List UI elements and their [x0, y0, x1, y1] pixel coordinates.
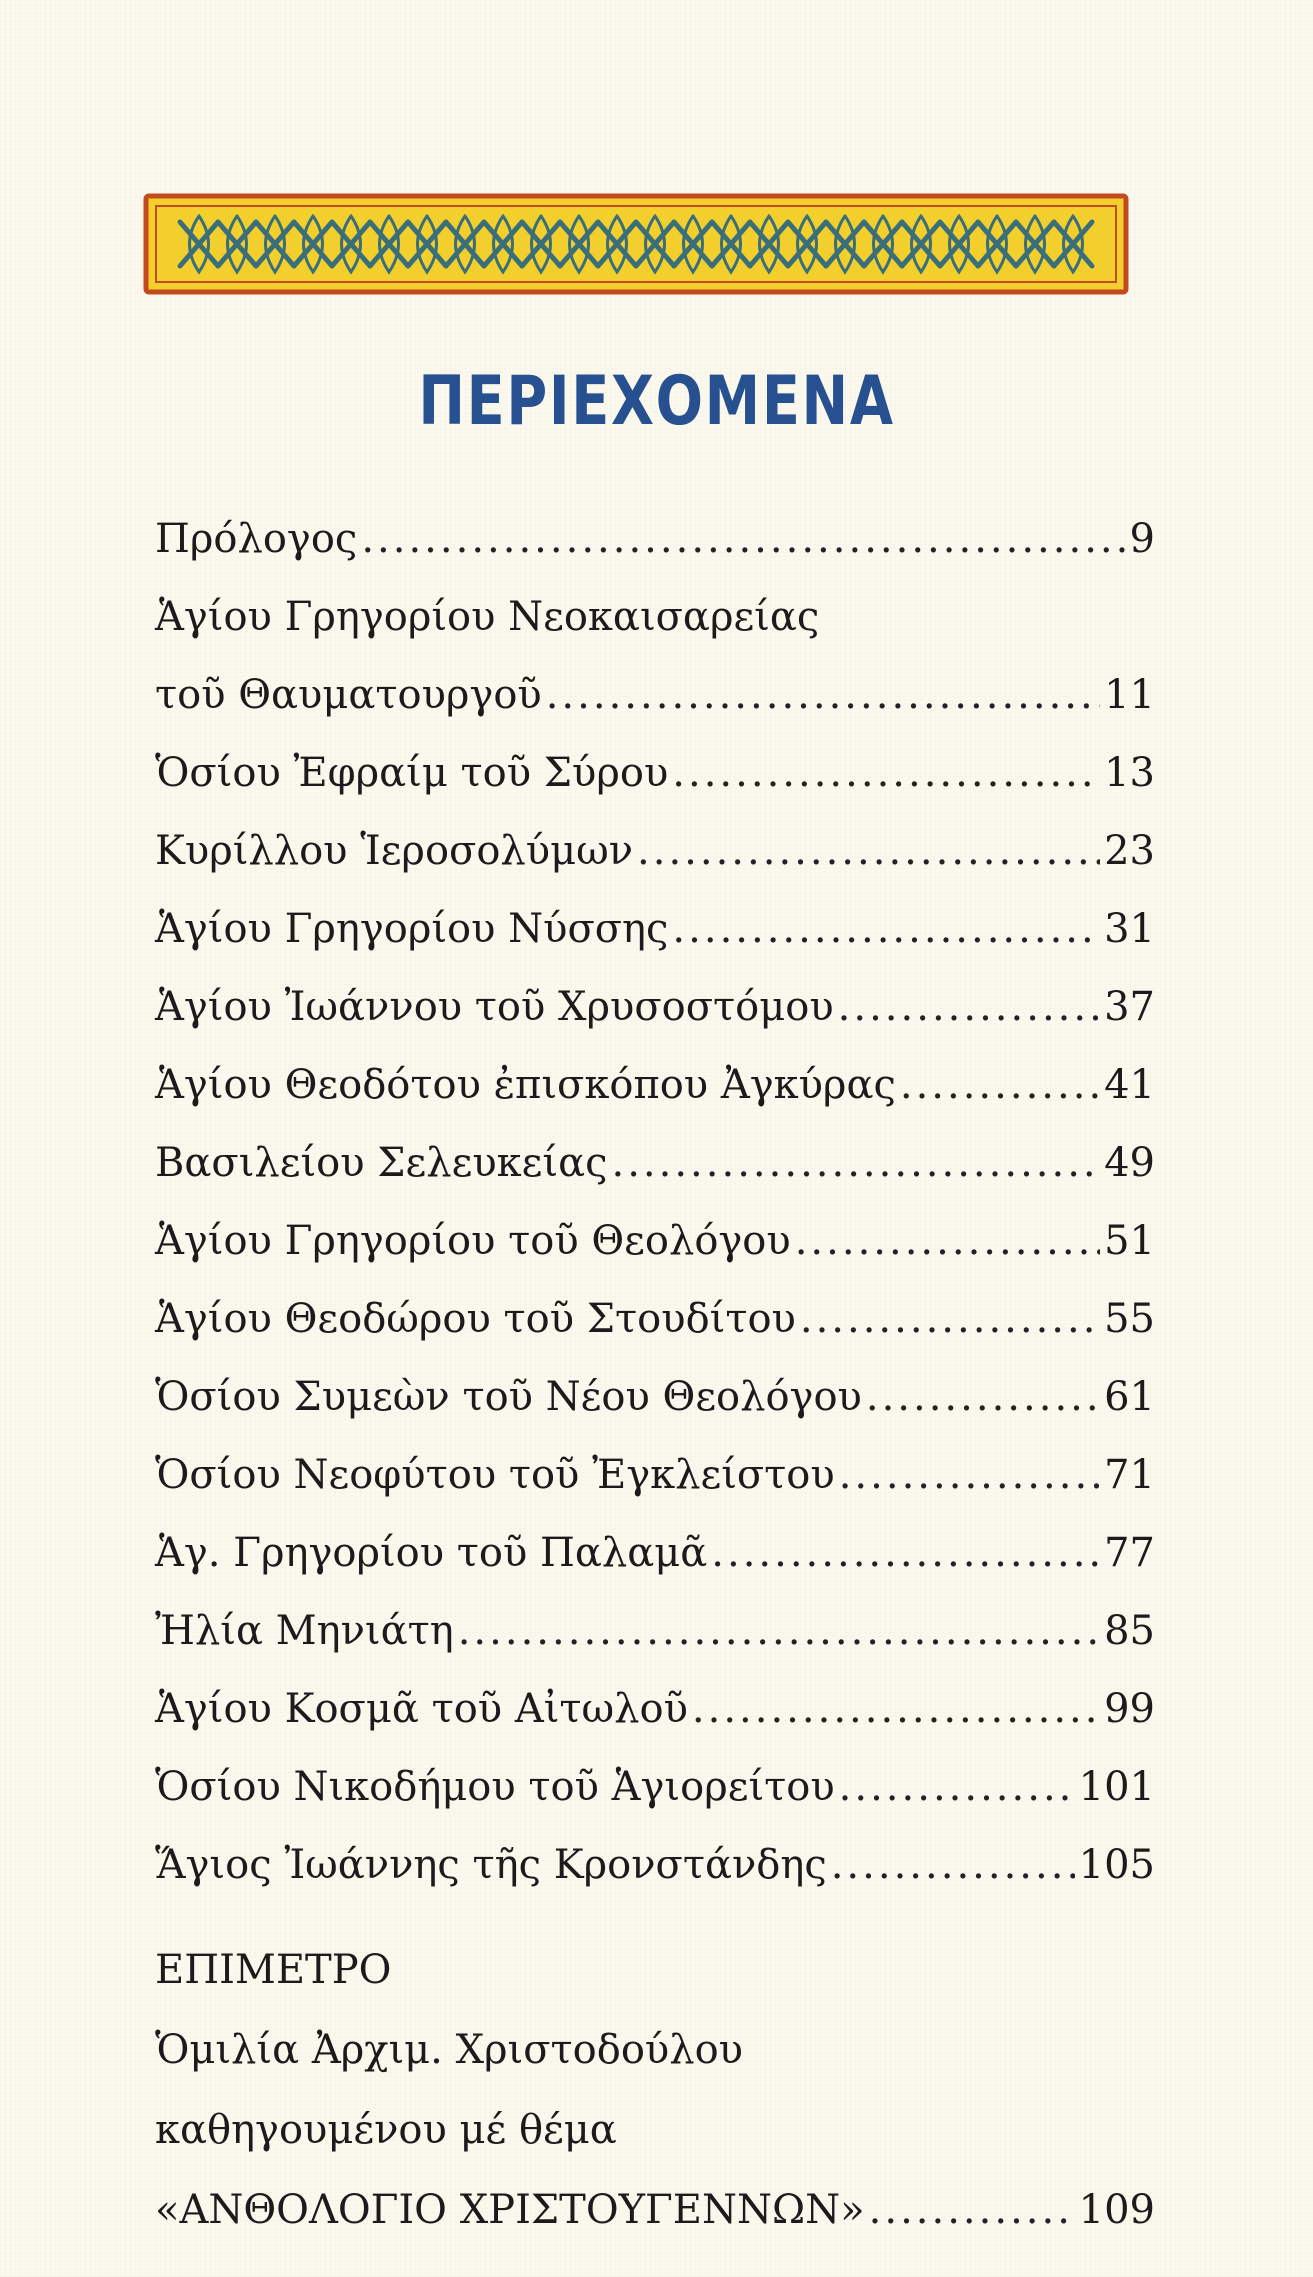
toc-entry: Πρόλογος ..... 9 — [155, 500, 1155, 578]
toc-entry: Ὁσίου Συμεὼν τοῦ Νέου Θεολόγου ..... 61 — [155, 1358, 1155, 1436]
table-of-contents — [155, 500, 1155, 1904]
toc-entry: Βασιλείου Σελευκείας ..... 49 — [155, 1124, 1155, 1202]
toc-entry: Ὁσίου Νεοφύτου τοῦ Ἐγκλείστου ..... 71 — [155, 1436, 1155, 1514]
toc-entry: Ἁγ. Γρηγορίου τοῦ Παλαμᾶ ..... 77 — [155, 1514, 1155, 1592]
toc-entry: Ὁσίου Ἐφραίμ τοῦ Σύρου ..... 13 — [155, 734, 1155, 812]
toc-entry: Ἁγίου Θεοδώρου τοῦ Στουδίτου ..... 55 — [155, 1280, 1155, 1358]
decorative-banner — [140, 188, 1132, 300]
toc-entry: Κυρίλλου Ἱεροσολύμων ..... 23 — [155, 812, 1155, 890]
appendix-line: καθηγουμένου μέ θέμα — [155, 2107, 617, 2153]
toc-entry: Ἠλία Μηνιάτη ..... 85 — [155, 1592, 1155, 1670]
toc-entry: Ἁγίου Γρηγορίου Νεοκαισαρείας — [155, 594, 820, 640]
toc-entry: Ἁγίου Κοσμᾶ τοῦ Αἰτωλοῦ ..... 99 — [155, 1670, 1155, 1748]
toc-entry: Ἁγίου Γρηγορίου τοῦ Θεολόγου ..... 51 — [155, 1202, 1155, 1280]
knotwork-ornament — [140, 188, 1132, 300]
appendix-line: Ὁμιλία Ἀρχιμ. Χριστοδούλου — [155, 2027, 743, 2073]
appendix-heading: ΕΠΙΜΕΤΡΟ — [155, 1947, 392, 1993]
toc-entry: «ΑΝΘΟΛΟΓΙΟ ΧΡΙΣΤΟΥΓΕΝΝΩΝ» ..... 109 — [155, 2170, 1155, 2250]
toc-entry: Ἁγίου Ἰωάννου τοῦ Χρυσοστόμου ..... 37 — [155, 968, 1155, 1046]
toc-entry: Ὁσίου Νικοδήμου τοῦ Ἁγιορείτου ..... 101 — [155, 1748, 1155, 1826]
toc-entry: Ἁγίου Θεοδότου ἐπισκόπου Ἀγκύρας ..... 41 — [155, 1046, 1155, 1124]
appendix-section — [155, 1930, 1155, 2250]
toc-entry: Ἁγίου Γρηγορίου Νύσσης ..... 31 — [155, 890, 1155, 968]
toc-entry: Ἅγιος Ἰωάννης τῆς Κρονστάνδης ..... 105 — [155, 1826, 1155, 1904]
toc-entry: τοῦ Θαυματουργοῦ ..... 11 — [155, 656, 1155, 734]
page-title: ΠΕΡΙΕΧΟΜΕΝΑ — [418, 362, 895, 441]
